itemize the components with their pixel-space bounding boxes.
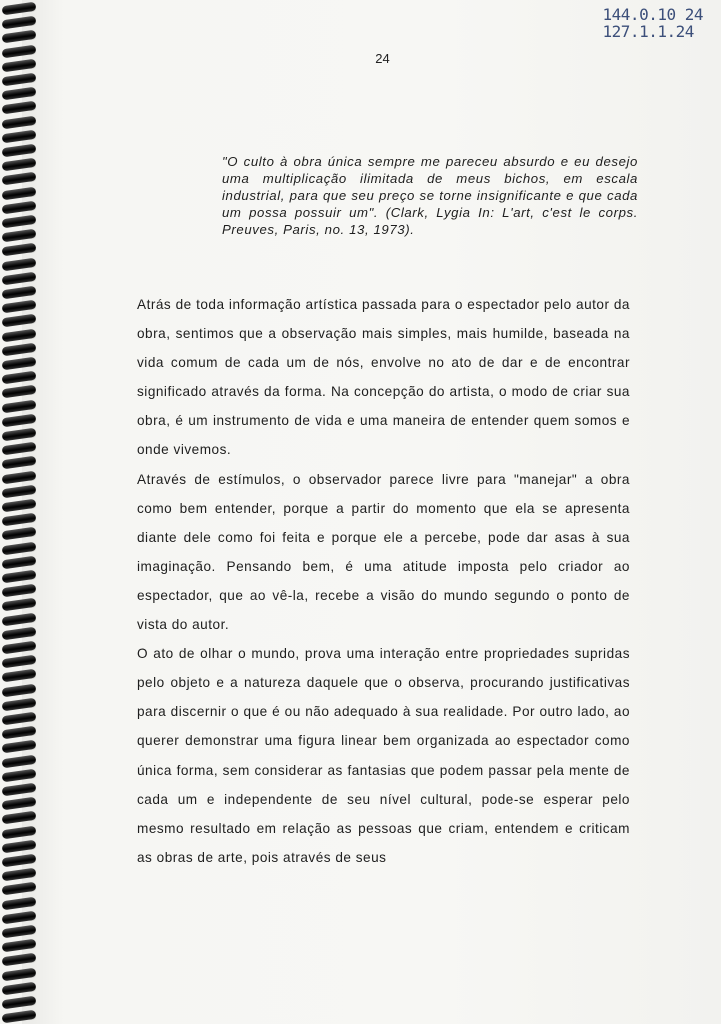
binding-coil xyxy=(2,73,37,87)
binding-coil xyxy=(2,442,37,456)
binding-coil xyxy=(2,740,37,754)
paragraph-3: O ato de olhar o mundo, prova uma interação entre propriedades supridas pelo objeto e a natureza daquele que o observa, procurando justificativas para discernir o que é ou não adequado à sua realidade. Por outro lado, ao querer demonstrar uma figura linear bem organizada ao espectador como única forma, sem considerar as fantasias que podem passar pela mente de cada um e independente de seu nível cultural, pode-se esperar pelo mesmo resultado em relação as pessoas que criam, entendem e criticam as obras de arte, pois através de seus xyxy=(137,646,630,865)
binding-coil xyxy=(2,357,37,371)
binding-coil xyxy=(2,2,37,16)
binding-coil xyxy=(2,967,37,981)
binding-coil xyxy=(2,16,37,30)
binding-coil xyxy=(2,683,37,697)
binding-coil xyxy=(2,953,37,967)
binding-coil xyxy=(2,229,37,243)
binding-coil xyxy=(2,144,37,158)
binding-coil xyxy=(2,697,37,711)
spiral-binding xyxy=(0,0,40,1024)
binding-coil xyxy=(2,712,37,726)
binding-coil xyxy=(2,172,37,186)
paragraph-1: Atrás de toda informação artística passada para o espectador pelo autor da obra, sentimos que a observação mais simples, mais humilde, baseada na vida comum de cada um de nós, envolve no ato de dar e de encontrar significado através da forma. Na concepção do artista, o modo de criar sua obra, é um instrumento de vida e uma maneira de entender quem somos e onde vivemos. xyxy=(137,297,630,458)
binding-coil xyxy=(2,513,37,527)
binding-coil xyxy=(2,399,37,413)
binding-coil xyxy=(2,257,37,271)
binding-coil xyxy=(2,30,37,44)
binding-coil xyxy=(2,669,37,683)
binding-coil xyxy=(2,328,37,342)
binding-coil xyxy=(2,87,37,101)
binding-coil xyxy=(2,300,37,314)
page-number: 24 xyxy=(375,51,390,66)
binding-coil xyxy=(2,825,37,839)
binding-coil xyxy=(2,768,37,782)
archive-code xyxy=(603,6,703,40)
binding-coil xyxy=(2,484,37,498)
binding-coil xyxy=(2,626,37,640)
binding-coil xyxy=(2,428,37,442)
binding-coil xyxy=(2,839,37,853)
binding-coil xyxy=(2,371,37,385)
binding-coil xyxy=(2,286,37,300)
binding-coil xyxy=(2,868,37,882)
binding-coil xyxy=(2,456,37,470)
binding-coil xyxy=(2,598,37,612)
binding-coil xyxy=(2,200,37,214)
block-quote: "O culto à obra única sempre me pareceu absurdo e eu desejo uma multiplicação ilimitada de meus bichos, em escala industrial, para que seu preço se torne insignificante e que cada um possa possuir um". (Clark, Lygia In: L'art, c'est le corps. Preuves, Paris, no. 13, 1973). xyxy=(222,154,638,237)
binding-coil xyxy=(2,314,37,328)
binding-coil xyxy=(2,555,37,569)
binding-coil xyxy=(2,499,37,513)
binding-coil xyxy=(2,726,37,740)
binding-coil xyxy=(2,470,37,484)
binding-coil xyxy=(2,896,37,910)
binding-coil xyxy=(2,385,37,399)
binding-coil xyxy=(2,754,37,768)
binding-coil xyxy=(2,797,37,811)
binding-coil xyxy=(2,1010,37,1024)
binding-coil xyxy=(2,342,37,356)
binding-coil xyxy=(2,541,37,555)
binding-coil xyxy=(2,641,37,655)
binding-coil xyxy=(2,811,37,825)
binding-coil xyxy=(2,101,37,115)
binding-coil xyxy=(2,271,37,285)
binding-coil xyxy=(2,925,37,939)
binding-coil xyxy=(2,158,37,172)
binding-coil xyxy=(2,413,37,427)
binding-coil xyxy=(2,939,37,953)
binding-coil xyxy=(2,243,37,257)
binding-coil xyxy=(2,882,37,896)
archive-code-line-1: 144.0.10 24 xyxy=(602,5,703,24)
binding-coil xyxy=(2,115,37,129)
binding-coil xyxy=(2,612,37,626)
archive-code-line-2: 127.1.1.24 xyxy=(602,22,694,41)
binding-coil xyxy=(2,527,37,541)
binding-coil xyxy=(2,783,37,797)
paragraph-2: Através de estímulos, o observador parece livre para "manejar" a obra como bem entender, porque a partir do momento que ela se apresenta diante dele como foi feita e porque ele a percebe, pode dar asas à sua imaginação. Pensando bem, é uma atitude imposta pelo criador ao espectador, que ao vê-la, recebe a visão do mundo segundo o ponto de vista do autor. xyxy=(137,471,630,633)
binding-coil xyxy=(2,215,37,229)
binding-coil xyxy=(2,996,37,1010)
binding-coil xyxy=(2,186,37,200)
binding-coil xyxy=(2,910,37,924)
binding-coil xyxy=(2,584,37,598)
binding-coil xyxy=(2,655,37,669)
binding-coil xyxy=(2,854,37,868)
binding-coil xyxy=(2,981,37,995)
binding-coil xyxy=(2,129,37,143)
body-text xyxy=(137,290,630,872)
binding-coil xyxy=(2,570,37,584)
